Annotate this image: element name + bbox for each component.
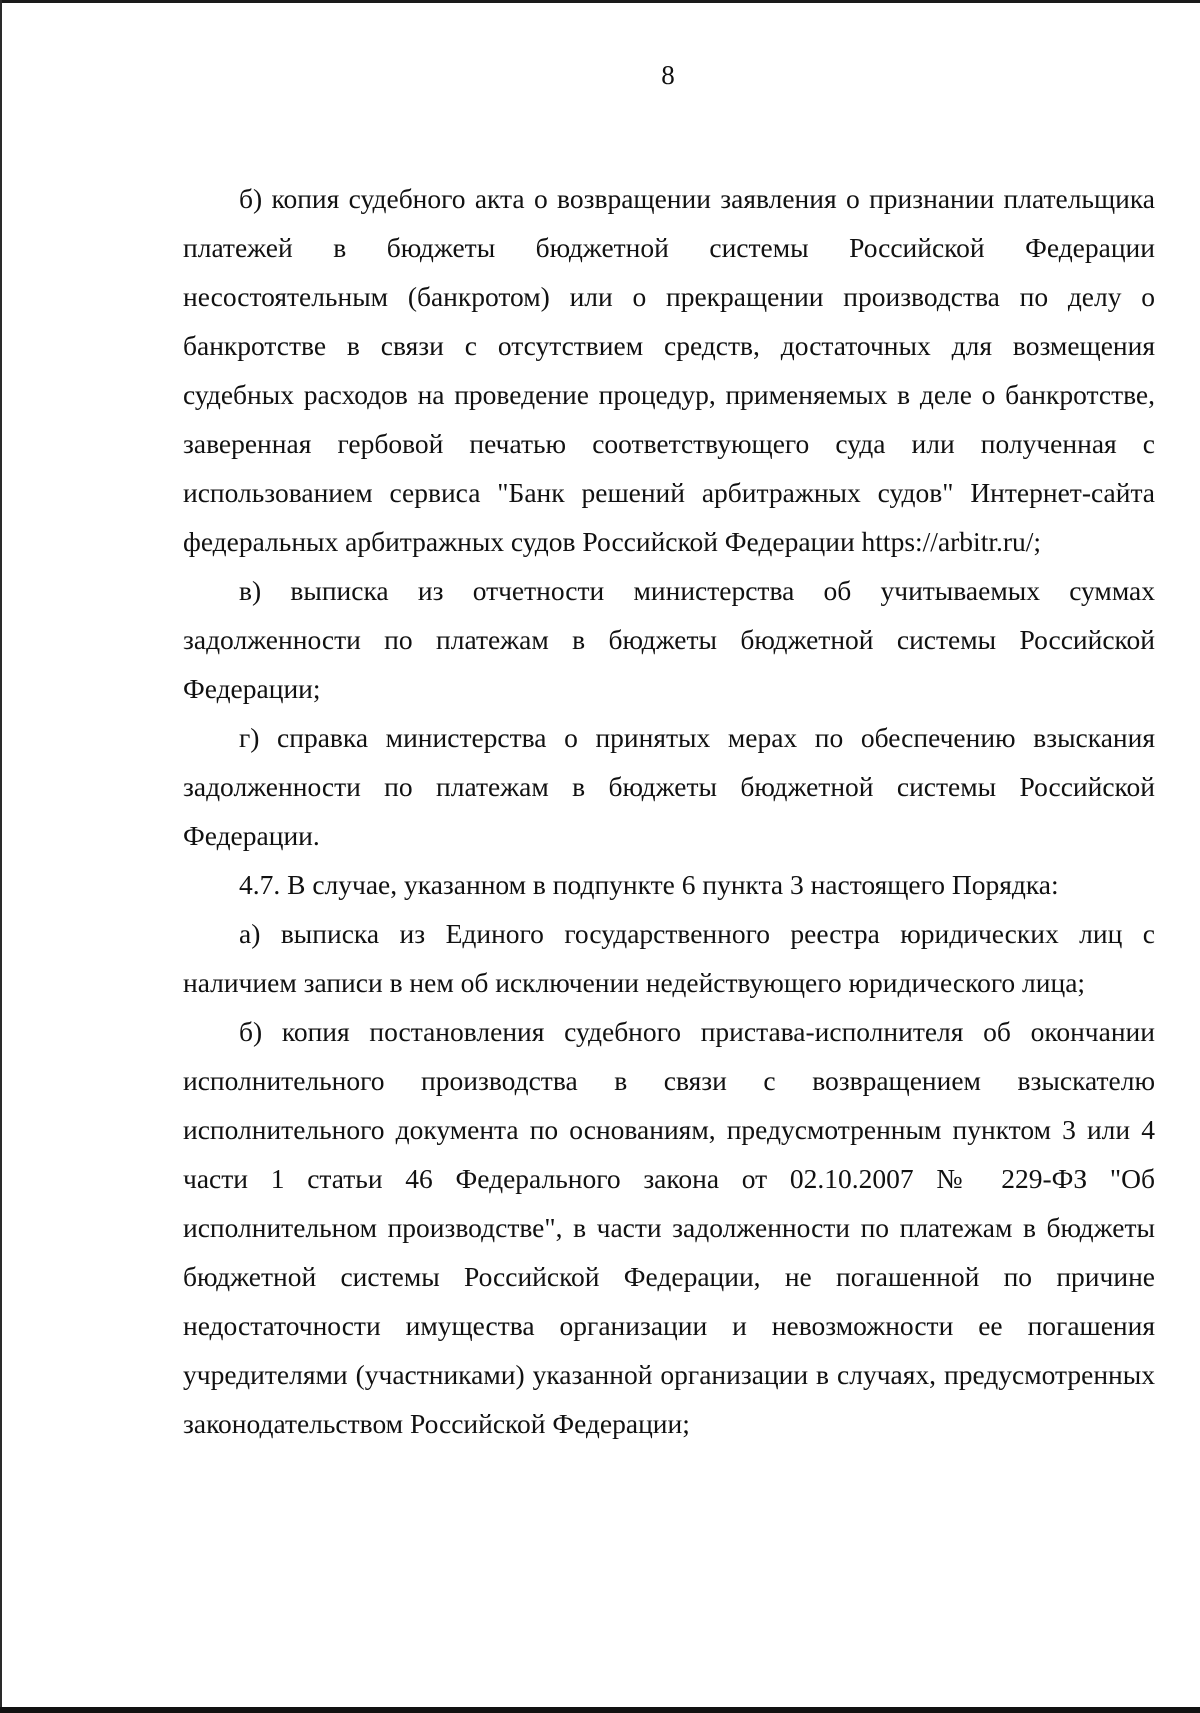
scan-edge-top	[0, 0, 1200, 3]
paragraph-g-ministry-certificate: г) справка министерства о принятых мерах по обеспечению взыскания задолженности по платежам в бюджеты бюджетной системы Российской Федерации.	[183, 722, 1155, 851]
paragraph-4-7-heading: 4.7. В случае, указанном в подпункте 6 пункта 3 настоящего Порядка:	[239, 869, 1059, 900]
page-number: 8	[661, 60, 675, 90]
document-body	[183, 174, 1155, 1448]
scan-edge-left	[0, 0, 2, 1713]
paragraph-a-registry-extract: а) выписка из Единого государственного реестра юридических лиц с наличием записи в нем об исключении недействующего юридического лица;	[183, 918, 1155, 998]
paragraph-b-bailiff-resolution-copy: б) копия постановления судебного пристава-исполнителя об окончании исполнительного производства в связи с возвращением взыскателю исполнительного документа по основаниям, предусмотренным пунктом 3 или 4 части 1 статьи 46 Федерального закона от 02.10.2007 № 229-ФЗ "Об исполнительном производстве", в части задолженности по платежам в бюджеты бюджетной системы Российской Федерации, не погашенной по причине недостаточности имущества организации и невозможности ее погашения учредителями (участниками) указанной организации в случаях, предусмотренных законодательством Российской Федерации;	[183, 1016, 1155, 1439]
scan-edge-bottom	[0, 1707, 1200, 1713]
paragraph-v-ministry-report-extract: в) выписка из отчетности министерства об учитываемых суммах задолженности по платежам в бюджеты бюджетной системы Российской Федерации;	[183, 575, 1155, 704]
paragraph-b-court-act-copy: б) копия судебного акта о возвращении заявления о признании плательщика платежей в бюджеты бюджетной системы Российской Федерации несостоятельным (банкротом) или о прекращении производства по делу о банкротстве в связи с отсутствием средств, достаточных для возмещения судебных расходов на проведение процедур, применяемых в деле о банкротстве, заверенная гербовой печатью соответствующего суда или полученная с использованием сервиса "Банк решений арбитражных судов" Интернет-сайта федеральных арбитражных судов Российской Федерации https://arbitr.ru/;	[183, 183, 1155, 557]
